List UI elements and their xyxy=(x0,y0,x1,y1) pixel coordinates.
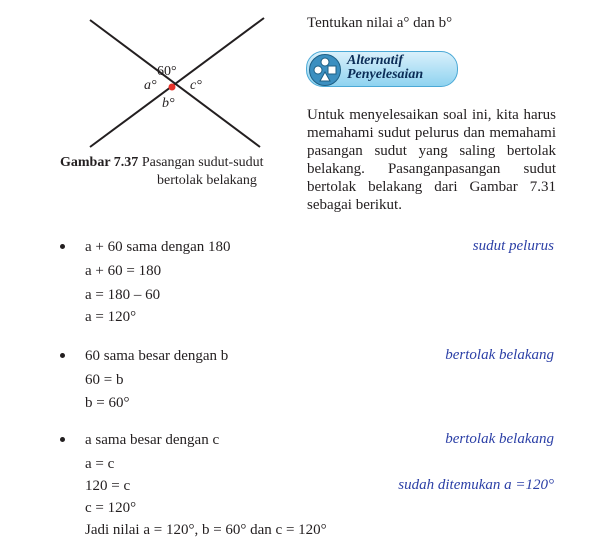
step1-line3: a = 180 – 60 xyxy=(85,287,161,303)
step2-line2: 60 = b xyxy=(85,372,124,388)
step1-line1: a + 60 sama dengan 180 xyxy=(85,239,231,255)
caption-line1: Pasangan sudut-sudut xyxy=(141,155,264,170)
step1-note: sudut pelurus xyxy=(472,238,554,254)
step3-note: bertolak belakang xyxy=(445,431,554,447)
step3-line2: a = c xyxy=(85,456,115,472)
bullet-2 xyxy=(60,353,65,358)
figure-caption xyxy=(60,154,290,190)
step2-note: bertolak belakang xyxy=(445,347,554,363)
angle-left-label: a° xyxy=(144,78,157,93)
step2-line3: b = 60° xyxy=(85,395,130,411)
angle-bottom-label: b° xyxy=(162,96,175,111)
line-ascending xyxy=(90,18,264,147)
step3-conclusion: Jadi nilai a = 120°, b = 60° dan c = 120° xyxy=(85,522,327,538)
caption-label: Gambar 7.37 xyxy=(60,155,139,170)
step1-line2: a + 60 = 180 xyxy=(85,263,162,279)
shapes-icon xyxy=(309,54,341,86)
step3-line3: 120 = c xyxy=(85,478,131,494)
step2-line1: 60 sama besar dengan b xyxy=(85,348,229,364)
crossing-lines-figure xyxy=(80,12,280,152)
badge-line2: Penyelesaian xyxy=(347,67,424,82)
badge-line1: Alternatif xyxy=(347,53,404,68)
angle-top-label: 60° xyxy=(157,64,177,79)
solution-badge xyxy=(306,51,458,87)
bullet-1 xyxy=(60,244,65,249)
step3-note2: sudah ditemukan a =120° xyxy=(398,477,554,493)
caption-line2: bertolak belakang xyxy=(157,173,257,188)
step1-line4: a = 120° xyxy=(85,309,137,325)
intersection-point xyxy=(169,84,176,91)
explanation-paragraph: Untuk menyelesaikan soal ini, kita harus memahami sudut pelurus dan memahami pasangan sudut yang saling bertolak belakang. Pasanganpasangan sudut bertolak belakang dari Gambar 7.31 sebagai berikut. xyxy=(307,107,556,213)
angle-right-label: c° xyxy=(190,78,202,93)
bullet-3 xyxy=(60,437,65,442)
step3-line4: c = 120° xyxy=(85,500,137,516)
step3-line1: a sama besar dengan c xyxy=(85,432,220,448)
problem-prompt: Tentukan nilai a° dan b° xyxy=(307,15,453,31)
